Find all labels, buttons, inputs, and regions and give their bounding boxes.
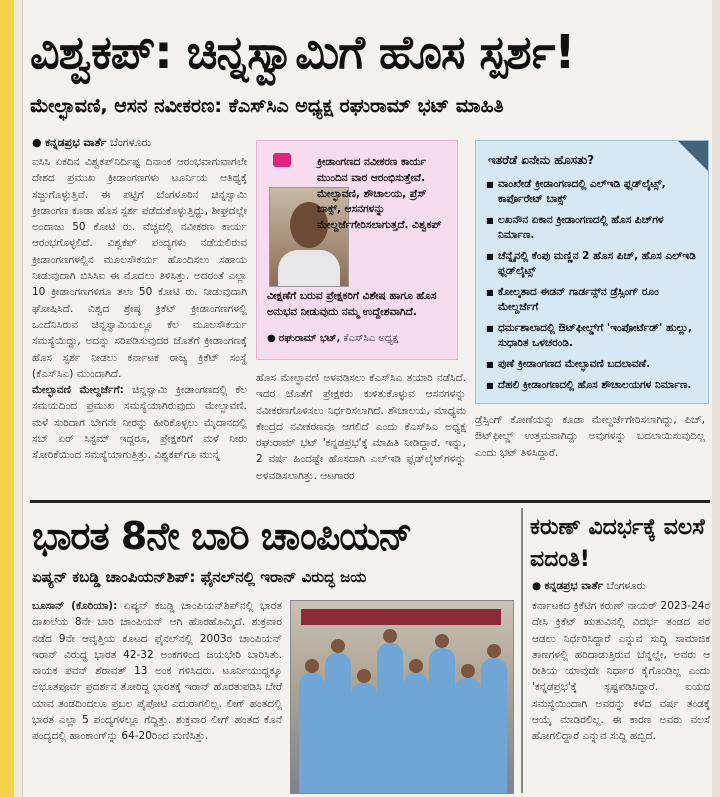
page-edge-right	[712, 0, 720, 797]
karun-headline: ಕರುಣ್ ವಿದರ್ಭಕ್ಕೆ ವಲಸೆ ವದಂತಿ!	[530, 515, 705, 572]
quote-text-continued: ವೀಕ್ಷಣೆಗೆ ಬರುವ ಪ್ರೇಕ್ಷಕರಿಗೆ ವಿಶೇಷ ಹಾಗೂ ಹೊಸ ಅನುಭವ ನೀಡುವುದು ನಮ್ಮ ಉದ್ದೇಶವಾಗಿದೆ.	[267, 290, 437, 318]
player-figure	[299, 673, 325, 793]
byline-source: ಕನ್ನಡಪ್ರಭ ವಾರ್ತೆ	[45, 136, 107, 149]
quote-role: ಕೆಎಸ್‌ಸಿಎ ಅಧ್ಯಕ್ಷ	[343, 333, 399, 344]
column-divider	[521, 508, 523, 793]
player-figure	[377, 643, 403, 793]
list-item: ■ ಲಖನೌನ ಏಕಾನ ಕ್ರೀಡಾಂಗಣದಲ್ಲಿ ಹೊಸ ಪಿಚ್‌ಗಳ ನಿರ್ಮಾಣ.	[486, 213, 700, 243]
column-1-text-2: ಚಿನ್ನಸ್ವಾಮಿ ಕ್ರೀಡಾಂಗಣದಲ್ಲಿ ಕೆಲ ಸಮಯದಿಂದ ಪ್ರಮುಖ ಸಮಸ್ಯೆಯಾಗಿರುವುದು ಮೇಲ್ಛಾವಣಿ. ಮಳೆ ಸುರಿದಾಗ ಬೇಗನೇ ನೀರನ್ನು ಹೀರಿಕೊಳ್ಳಲು ಮೈದಾನದಲ್ಲಿ ಸಬ್ ಏರ್ ಸಿಸ್ಟಮ್ ಇದ್ದರೂ, ಪ್ರೇಕ್ಷಕರಿಗೆ ಮಳೆ ನೀರು ಸೋರಿಕೆಯಿಂದ ಸಮಸ್ಯೆಯಾಗುತ್ತಿತ್ತು. ವಿಶ್ವಕಪ್‌ಗೂ ಮುನ್ನ	[32, 384, 247, 462]
karun-byline-source: ಕನ್ನಡಪ್ರಭ ವಾರ್ತೆ	[544, 580, 604, 592]
quote-box	[256, 140, 458, 360]
article-column-3: ಡ್ರೆಸ್ಸಿಂಗ್ ಕೋಣೆಯನ್ನು ಕೂಡಾ ಮೇಲ್ದರ್ಜೆಗೇರಿಸಲಾಗಿದ್ದು, ಪಿಚ್, ಔಟ್‌ಫೀಲ್ಡ್ ಉತ್ತಮವಾಗಿದ್ದು ಅವುಗಳನ್ನು ಬದಲಾಯಿಸುವುದಿಲ್ಲ ಎಂದು ಭಟ್ ತಿಳಿಸಿದ್ದಾರೆ.	[475, 414, 705, 459]
player-figure	[351, 683, 377, 793]
player-figure	[403, 673, 429, 793]
page-edge-left	[0, 0, 23, 797]
player-figure	[325, 653, 351, 793]
team-photo	[290, 600, 514, 794]
main-subheadline: ಮೇಲ್ಛಾವಣಿ, ಆಸನ ನವೀಕರಣ: ಕೆಎಸ್‌ಸಿಎ ಅಧ್ಯಕ್ಷ ರಘುರಾಮ್ ಭಟ್ ಮಾಹಿತಿ	[30, 95, 504, 117]
kabaddi-body: ಏಷ್ಯನ್ ಕಬಡ್ಡಿ ಚಾಂಪಿಯನ್‌ಶಿಪ್‌ನಲ್ಲಿ ಭಾರತ ದಾಖಲೆಯ 8ನೇ ಬಾರಿ ಚಾಂಪಿಯನ್ ಆಗಿ ಹೊರಹೊಮ್ಮಿದೆ. ಶುಕ್ರವಾರ ನಡೆದ 9ನೇ ಆವೃತ್ತಿಯ ಕೂಟದ ಫೈನಲ್‌ನಲ್ಲಿ 2003ರ ಚಾಂಪಿಯನ್ ಇರಾನ್ ವಿರುದ್ಧ ಭಾರತ 42-32 ಅಂಕಗಳಿಂದ ಜಯಭೇರಿ ಬಾರಿಸಿತು. ನಾಯಕ ಪವನ್ ಶೆರಾವತ್ 13 ಅಂಕ ಗಳಿಸಿದರು. ಟೂರ್ನಿಯುದ್ದಕ್ಕೂ ಅಭೂತಪೂರ್ವ ಪ್ರದರ್ಶನ ತೋರಿದ್ದ ಭಾರತಕ್ಕೆ ಇರಾನ್ ಹೊರತುಪಡಿಸಿ ಬೇರೆ ಯಾವ ತಂಡದಿಂದಲೂ ಪ್ರಬಲ ಪೈಪೋಟಿ ಎದುರಾಗಲಿಲ್ಲ. ಲೀಗ್ ಹಂತದಲ್ಲಿ ಭಾರತ ಎಲ್ಲಾ 5 ಪಂದ್ಯಗಳಲ್ಲೂ ಗೆದ್ದಿತ್ತು. ಶುಕ್ರವಾರ ಲೀಗ್ ಹಂತದ ಕೊನೆ ಪಂದ್ಯದಲ್ಲಿ ಹಾಂಕಾಂಗ್‌ನ್ನು 64-20ರಿಂದ ಮಣಿಸಿತ್ತು.	[32, 600, 282, 743]
photo-banner	[301, 609, 501, 625]
kabaddi-article-text	[32, 598, 282, 745]
adjacent-page-strip	[0, 0, 14, 797]
section-divider	[30, 500, 710, 503]
portrait-shirt	[278, 250, 340, 286]
player-figure	[481, 658, 507, 793]
dateline: ಬೂಸಾನ್ (ಕೊರಿಯಾ):	[32, 600, 118, 612]
column-1-subhead: ಮೇಲ್ಛಾವಣಿ ಮೇಲ್ದರ್ಜೆಗೆ:	[32, 384, 124, 397]
speech-bubble-icon	[273, 153, 291, 167]
list-item: ■ ಕೋಲ್ಕತಾದ ಈಡನ್ ಗಾರ್ಡನ್ಸ್‌ನ ಡ್ರೆಸ್ಸಿಂಗ್ ರೂಂ ಮೇಲ್ದರ್ಜೆಗೆ	[486, 285, 700, 315]
quote-text: ಕ್ರೀಡಾಂಗಣದ ನವೀಕರಣ ಕಾರ್ಯ ಮುಂದಿನ ವಾರ ಆರಂಭಿಸುತ್ತೇವೆ. ಮೇಲ್ಛಾವಣಿ, ಶೌಚಾಲಯ, ಪ್ರೆಸ್ ಬಾಕ್ಸ್, ಆಸನಗಳನ್ನು ಮೇಲ್ದರ್ಜೆಗೇರಿಸಲಾಗುತ್ತದೆ. ವಿಶ್ವಕಪ್	[317, 156, 442, 232]
list-item: ■ ವಾಂಖೇಡೆ ಕ್ರೀಡಾಂಗಣದಲ್ಲಿ ಎಲ್‌ಇಡಿ ಫ್ಲಡ್‌ಲೈಟ್ಸ್, ಕಾರ್ಪೊರೇಟ್ ಬಾಕ್ಸ್	[486, 177, 700, 207]
kabaddi-headline: ಭಾರತ 8ನೇ ಬಾರಿ ಚಾಂಪಿಯನ್	[32, 514, 412, 558]
sidebar-heading: ಇತರೆಡೆ ಏನೇನು ಹೊಸತು?	[488, 153, 595, 167]
info-sidebar-box	[475, 140, 709, 404]
karun-article-text: ಕರ್ನಾಟಕದ ಕ್ರಿಕೆಟಿಗ ಕರುಣ್ ನಾಯರ್ 2023-24ರ ದೇಸಿ ಕ್ರಿಕೆಟ್ ಋತುವಿನಲ್ಲಿ ವಿದರ್ಭ ತಂಡದ ಪರ ಆಡಲು ನಿರ್ಧರಿಸಿದ್ದಾರೆ ಎನ್ನುವ ಸುದ್ದಿ ಸಾಮಾಜಿಕ ತಾಣಗಳಲ್ಲಿ ಹರಿದಾಡುತ್ತಿರುವ ಬೆನ್ನಲ್ಲೇ, ಅವರು ಆ ರೀತಿಯ ಯಾವುದೇ ನಿರ್ಧಾರ ಕೈಗೊಂಡಿಲ್ಲ ಎಂದು 'ಕನ್ನಡಪ್ರಭ'ಕ್ಕೆ ಸ್ಪಷ್ಟಪಡಿಸಿದ್ದಾರೆ. ಐಯದ ಸಮಸ್ಯೆಯಿಂದಾಗಿ ಅವರನ್ನು ಕಳೆದ ವರ್ಷ ತಂಡಕ್ಕೆ ಆಯ್ಕೆ ಮಾಡಿರಲಿಲ್ಲ. ಈ ಕಾರಣ ಅವರು ವಲಸೆ ಹೋಗಲಿದ್ದಾರೆ ಎನ್ನುವ ಸುದ್ದಿ ಹಬ್ಬಿದೆ.	[532, 600, 710, 743]
list-item: ■ ಧರ್ಮಶಾಲಾದಲ್ಲಿ ಔಟ್‌ಫೀಲ್ಡ್‌ಗೆ 'ಇಂಪೋರ್ಟೆಡ್' ಹುಲ್ಲು, ಸುಧಾರಿತ ಒಳಚರಂಡಿ.	[486, 321, 700, 351]
karun-byline-place: ಬೆಂಗಳೂರು	[606, 580, 646, 592]
box-corner-fold	[678, 141, 708, 171]
newspaper-page	[24, 0, 712, 797]
column-1-text: ಐಸಿಸಿ ಏಕದಿನ ವಿಶ್ವಕಪ್‌ನಿರ್ದಿಷ್ಟ ದಿನಾಂಕ ಆರಂಭವಾಗುವಾಗಲೇ ದೇಶದ ಪ್ರಮುಖ ಕ್ರೀಡಾಂಗಣಗಳು ಟೂರ್ನಿಯ ಆತಿಥ್ಯಕ್ಕೆ ಸಜ್ಜುಗೊಳ್ಳುತ್ತಿವೆ. ಈ ಪಟ್ಟಿಗೆ ಬೆಂಗಳೂರಿನ ಚಿನ್ನಸ್ವಾಮಿ ಕ್ರೀಡಾಂಗಣ ಕೂಡಾ ಹೊಸ ಸ್ಪರ್ಶ ಪಡೆದುಕೊಳ್ಳುತ್ತಿದ್ದು, ಶೀಘ್ರದಲ್ಲೇ ಅಂದಾಜು 50 ಕೋಟಿ ರು. ವೆಚ್ಚದಲ್ಲಿ ನವೀಕರಣ ಕಾರ್ಯ ಆರಂಭಗೊಳ್ಳಲಿದೆ. ವಿಶ್ವಕಪ್ ಪಂದ್ಯಗಳು ನಡೆಯಲಿರುವ ಕ್ರೀಡಾಂಗಣಗಳಲ್ಲಿನ ಮೂಲಸೌಕರ್ಯ ಹೊಂದಿಸಲು ಸಹಾಯ ನೀಡುವುದಾಗಿ ಬಿಸಿಸಿಐ ಈ ಮೊದಲು ತಿಳಿಸಿತ್ತು. ಅದರಂತೆ ಎಲ್ಲಾ 10 ಕ್ರೀಡಾಂಗಣಗಳಿಗೂ ತಲಾ 50 ಕೋಟಿ ರು. ನೀಡುವುದಾಗಿ ಘೋಷಿಸಿದೆ. ವಿಶ್ವದ ಶ್ರೇಷ್ಠ ಕ್ರಿಕೆಟ್ ಕ್ರೀಡಾಂಗಣಗಳಲ್ಲಿ ಒಂದೆನಿಸಿರುವ ಚಿನ್ನಸ್ವಾಮಿಯಲ್ಲೂ ಕೆಲ ಮೂಲಸೌಕರ್ಯ ಸಮಸ್ಯೆಯಿದ್ದು, ಅದನ್ನು ಸರಿಪಡಿಸುವುದರ ಜೊತೆಗೆ ಕ್ರೀಡಾಂಗಣಕ್ಕೆ ಹೊಸ ಸ್ಪರ್ಶ ನೀಡಲು ಕರ್ನಾಟಕ ರಾಜ್ಯ ಕ್ರಿಕೆಟ್ ಸಂಸ್ಥೆ (ಕೆಎಸ್‌ಸಿಎ) ಮುಂದಾಗಿದೆ.	[32, 156, 247, 380]
byline-place: ಬೆಂಗಳೂರು	[109, 136, 152, 149]
list-item: ■ ಚೆನ್ನೈನಲ್ಲಿ ಕೆಂಪು ಮಣ್ಣಿನ 2 ಹೊಸ ಪಿಚ್, ಹೊಸ ಎಲ್‌ಇಡಿ ಫ್ಲಡ್‌ಲೈಟ್ಸ್	[486, 249, 700, 279]
byline: ● ಕನ್ನಡಪ್ರಭ ವಾರ್ತೆ ಬೆಂಗಳೂರು	[32, 136, 152, 149]
player-figure	[429, 648, 455, 793]
main-headline: ವಿಶ್ವಕಪ್: ಚಿನ್ನಸ್ವಾಮಿಗೆ ಹೊಸ ಸ್ಪರ್ಶ!	[30, 25, 575, 79]
sidebar-list	[486, 177, 700, 399]
quote-author: ರಘುರಾಮ್ ಭಟ್,	[278, 333, 341, 344]
article-column-1	[32, 154, 247, 464]
kabaddi-subheadline: ಏಷ್ಯನ್ ಕಬಡ್ಡಿ ಚಾಂಪಿಯನ್‌ಶಿಪ್: ಫೈನಲ್‌ನಲ್ಲಿ ಇರಾನ್ ವಿರುದ್ಧ ಜಯ	[32, 568, 367, 586]
list-item: ■ ಪುಣೆ ಕ್ರೀಡಾಂಗಣದ ಮೇಲ್ಛಾವಣಿ ಬದಲಾವಣೆ.	[486, 357, 700, 372]
list-item: ■ ದೆಹಲಿ ಕ್ರೀಡಾಂಗಣದಲ್ಲಿ ಹೊಸ ಶೌಚಾಲಯಗಳ ನಿರ್ಮಾಣ.	[486, 378, 700, 393]
article-column-2: ಹೊಸ ಮೇಲ್ಛಾವಣಿ ಅಳವಡಿಸಲು ಕೆಎಸ್‌ಸಿಎ ತಯಾರಿ ನಡೆಸಿದೆ. ಇದರ ಜೊತೆಗೆ ಪ್ರೇಕ್ಷಕರು ಕುಳಿತುಕೊಳ್ಳುವ ಆಸನಗಳನ್ನು ನವೀಕರಣಗೊಳಿಸಲು ನಿರ್ಧರಿಸಲಾಗಿದೆ. ಶೌಚಾಲಯ, ಮಾಧ್ಯಮ ಕೇಂದ್ರದ ನವೀಕರಣವೂ ಆಗಲಿದೆ ಎಂದು ಕೆಎಸ್‌ಸಿಎ ಅಧ್ಯಕ್ಷ ರಘುರಾಮ್ ಭಟ್ 'ಕನ್ನಡಪ್ರಭ'ಕ್ಕೆ ಮಾಹಿತಿ ನೀಡಿದ್ದಾರೆ. ಇನ್ನು, 2 ವರ್ಷ ಹಿಂದಷ್ಟೇ ಹೊಸದಾಗಿ ಎಲ್‌ಇಡಿ ಫ್ಲಡ್‌ಲೈಟ್‌ಗಳನ್ನು ಅಳವಡಿಸಲಾಗಿತ್ತು. ಆಟಗಾರರ	[256, 372, 466, 482]
quote-attribution: ● ರಘುರಾಮ್ ಭಟ್, ಕೆಎಸ್‌ಸಿಎ ಅಧ್ಯಕ್ಷ	[267, 333, 399, 344]
karun-byline: ● ಕನ್ನಡಪ್ರಭ ವಾರ್ತೆ ಬೆಂಗಳೂರು	[532, 580, 646, 592]
player-figure	[455, 678, 481, 793]
